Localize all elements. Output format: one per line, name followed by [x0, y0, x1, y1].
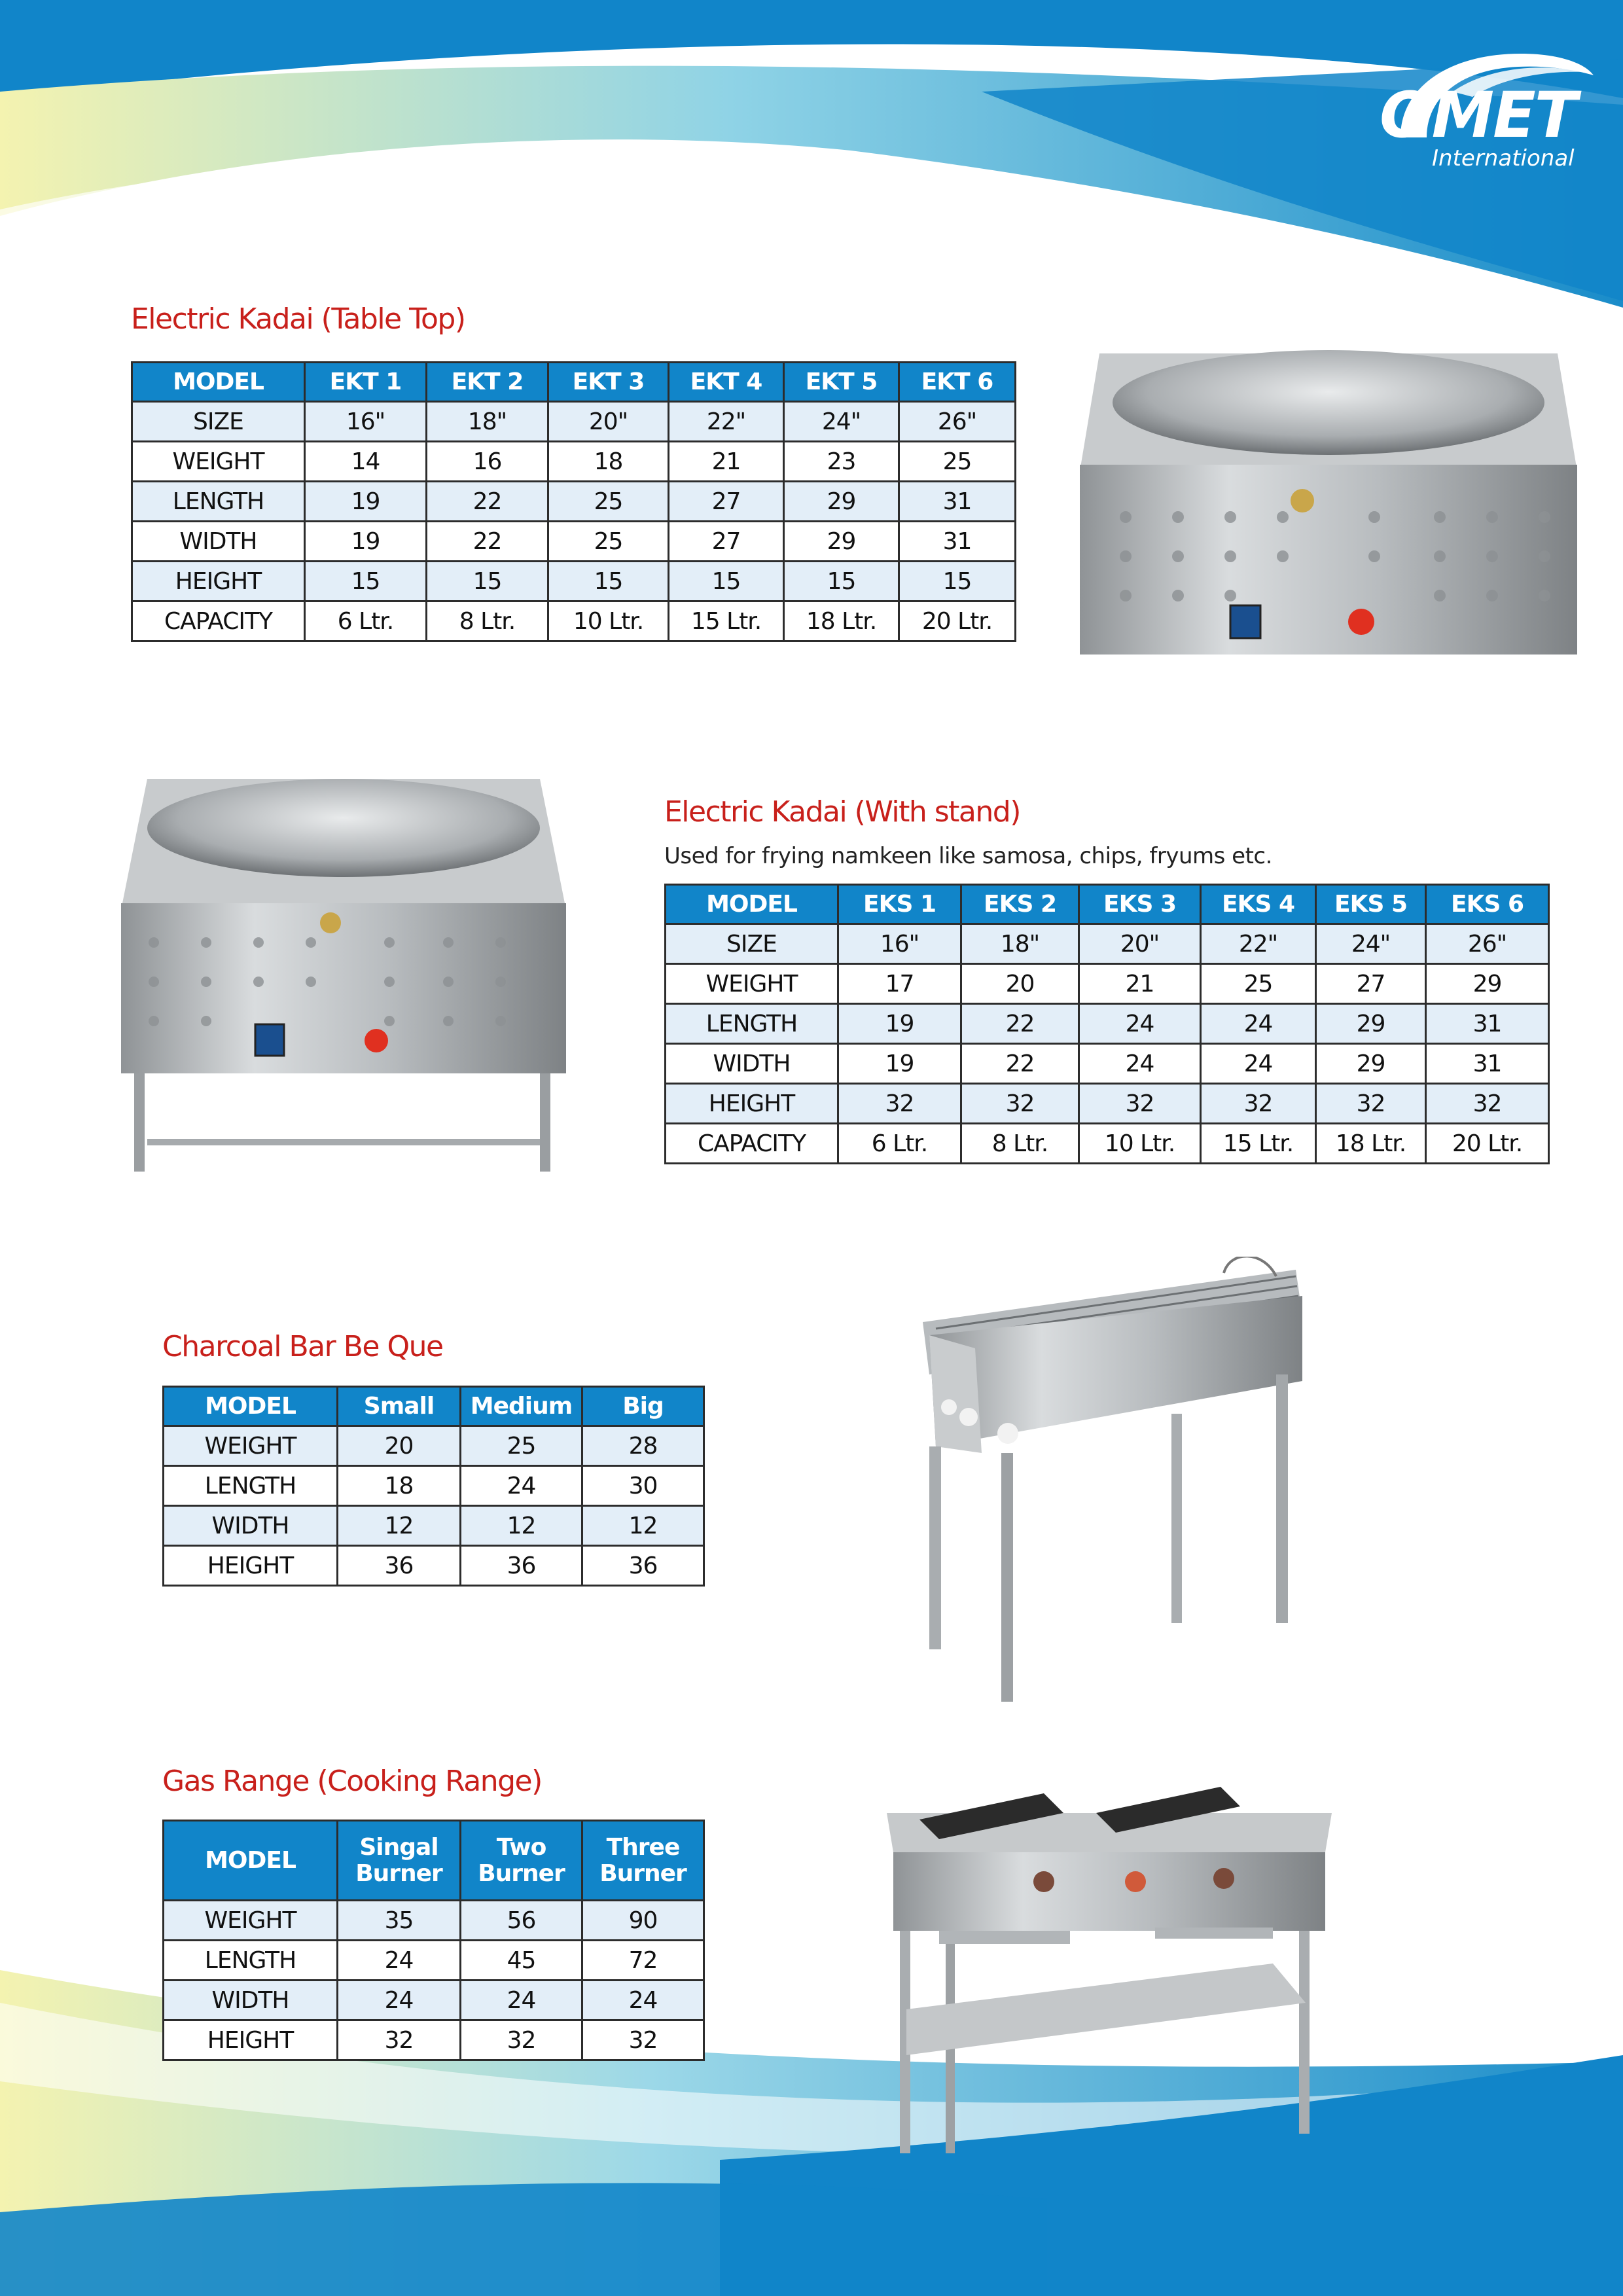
- table-cell: 29: [1316, 1044, 1426, 1084]
- table-cell: 29: [784, 522, 899, 562]
- col-header: EKS 4: [1201, 885, 1316, 924]
- table-cell: 32: [582, 2020, 704, 2060]
- section-title-kadai-table-top: Electric Kadai (Table Top): [131, 302, 465, 336]
- section-title-gas-range: Gas Range (Cooking Range): [162, 1765, 542, 1798]
- row-label: WEIGHT: [164, 1426, 338, 1466]
- table-cell: 24: [338, 1941, 461, 1981]
- table-cell: 20": [548, 402, 669, 442]
- table-cell: 90: [582, 1901, 704, 1941]
- table-cell: 19: [305, 522, 427, 562]
- col-header-line: Three: [606, 1833, 680, 1861]
- table-cell: 20: [961, 964, 1079, 1004]
- table-cell: 15: [899, 562, 1016, 601]
- table-row: [666, 1004, 1549, 1044]
- col-header: EKT 6: [899, 363, 1016, 402]
- table-cell: 24: [1079, 1004, 1201, 1044]
- table-cell: 32: [1426, 1084, 1549, 1124]
- row-label: CAPACITY: [132, 601, 305, 641]
- table-cell: 26": [899, 402, 1016, 442]
- table-cell: 32: [1201, 1084, 1316, 1124]
- row-label: WIDTH: [164, 1981, 338, 2020]
- col-header: MODEL: [164, 1387, 338, 1426]
- row-label: LENGTH: [164, 1941, 338, 1981]
- table-cell: 56: [461, 1901, 582, 1941]
- table-cell: 24: [1201, 1044, 1316, 1084]
- table-cell: 29: [784, 482, 899, 522]
- table-cell: 24": [784, 402, 899, 442]
- table-row: [666, 1124, 1549, 1164]
- table-row: [132, 562, 1016, 601]
- table-row: [132, 442, 1016, 482]
- table-cell: 22": [1201, 924, 1316, 964]
- table-cell: 29: [1316, 1004, 1426, 1044]
- table-cell: 24: [582, 1981, 704, 2020]
- table-cell: 12: [461, 1506, 582, 1546]
- col-header: MODEL: [666, 885, 838, 924]
- table-cell: 6 Ltr.: [305, 601, 427, 641]
- row-label: WIDTH: [132, 522, 305, 562]
- table-row: [132, 402, 1016, 442]
- col-header-line: Burner: [355, 1859, 442, 1887]
- table-cell: 27: [1316, 964, 1426, 1004]
- table-cell: 10 Ltr.: [548, 601, 669, 641]
- table-cell: 8 Ltr.: [961, 1124, 1079, 1164]
- table-cell: 19: [838, 1004, 961, 1044]
- table-row: [164, 1546, 704, 1586]
- table-cell: 32: [1316, 1084, 1426, 1124]
- col-header: EKT 2: [427, 363, 548, 402]
- col-header-line: Burner: [599, 1859, 687, 1887]
- table-cell: 20: [338, 1426, 461, 1466]
- col-header: MODEL: [132, 363, 305, 402]
- table-cell: 22: [961, 1044, 1079, 1084]
- col-header: EKS 3: [1079, 885, 1201, 924]
- table-cell: 10 Ltr.: [1079, 1124, 1201, 1164]
- table-row: [666, 924, 1549, 964]
- col-header: EKS 6: [1426, 885, 1549, 924]
- col-header-model: [164, 1821, 338, 1901]
- table-cell: 14: [305, 442, 427, 482]
- table-cell: 21: [669, 442, 784, 482]
- charcoal-bbq-photo: [910, 1257, 1315, 1715]
- table-cell: 12: [338, 1506, 461, 1546]
- table-cell: 27: [669, 482, 784, 522]
- table-cell: 21: [1079, 964, 1201, 1004]
- table-cell: 23: [784, 442, 899, 482]
- spec-table-bbq: [162, 1386, 705, 1587]
- spec-table-gas-range: [162, 1820, 705, 2061]
- table-cell: 22": [669, 402, 784, 442]
- table-cell: 31: [1426, 1004, 1549, 1044]
- table-cell: 25: [548, 522, 669, 562]
- row-label: WEIGHT: [666, 964, 838, 1004]
- section-title-bbq: Charcoal Bar Be Que: [162, 1330, 443, 1363]
- table-cell: 36: [461, 1546, 582, 1586]
- table-cell: 18: [338, 1466, 461, 1506]
- table-cell: 19: [305, 482, 427, 522]
- table-cell: 25: [461, 1426, 582, 1466]
- table-row: [164, 1901, 704, 1941]
- table-row: [132, 601, 1016, 641]
- table-cell: 32: [461, 2020, 582, 2060]
- col-header: Small: [338, 1387, 461, 1426]
- row-label: SIZE: [666, 924, 838, 964]
- table-cell: 18 Ltr.: [1316, 1124, 1426, 1164]
- row-label: WIDTH: [164, 1506, 338, 1546]
- table-cell: 6 Ltr.: [838, 1124, 961, 1164]
- table-cell: 32: [961, 1084, 1079, 1124]
- table-cell: 29: [1426, 964, 1549, 1004]
- table-cell: 24: [338, 1981, 461, 2020]
- table-cell: 22: [427, 522, 548, 562]
- table-cell: 22: [961, 1004, 1079, 1044]
- table-cell: 31: [1426, 1044, 1549, 1084]
- col-header: EKS 5: [1316, 885, 1426, 924]
- logo-word: OMET: [1380, 79, 1577, 152]
- table-cell: 24: [1079, 1044, 1201, 1084]
- table-cell: 12: [582, 1506, 704, 1546]
- table-cell: 28: [582, 1426, 704, 1466]
- spec-table-kadai-stand: [664, 884, 1550, 1164]
- table-cell: 15: [784, 562, 899, 601]
- table-cell: 20": [1079, 924, 1201, 964]
- col-header: EKT 5: [784, 363, 899, 402]
- table-row: [666, 1084, 1549, 1124]
- table-row: [132, 482, 1016, 522]
- col-header-singal-burner: [338, 1821, 461, 1901]
- table-cell: 24: [461, 1981, 582, 2020]
- table-cell: 18": [427, 402, 548, 442]
- col-header-line: Two: [496, 1833, 546, 1861]
- table-cell: 36: [582, 1546, 704, 1586]
- section-title-kadai-stand: Electric Kadai (With stand): [664, 795, 1020, 829]
- table-cell: 24: [461, 1466, 582, 1506]
- electric-kadai-table-top-photo: [1073, 340, 1584, 668]
- table-cell: 16": [305, 402, 427, 442]
- table-cell: 20 Ltr.: [1426, 1124, 1549, 1164]
- row-label: HEIGHT: [164, 2020, 338, 2060]
- electric-kadai-with-stand-photo: [108, 772, 579, 1178]
- table-cell: 32: [838, 1084, 961, 1124]
- table-cell: 26": [1426, 924, 1549, 964]
- col-header-line: Singal: [359, 1833, 438, 1861]
- table-cell: 15 Ltr.: [669, 601, 784, 641]
- table-row: [132, 522, 1016, 562]
- table-cell: 15 Ltr.: [1201, 1124, 1316, 1164]
- col-header-line: MODEL: [205, 1846, 296, 1874]
- table-cell: 15: [305, 562, 427, 601]
- table-cell: 17: [838, 964, 961, 1004]
- table-cell: 18 Ltr.: [784, 601, 899, 641]
- table-row: [164, 1981, 704, 2020]
- col-header: EKT 3: [548, 363, 669, 402]
- col-header: EKS 2: [961, 885, 1079, 924]
- table-cell: 45: [461, 1941, 582, 1981]
- section-description-kadai-stand: Used for frying namkeen like samosa, chips, fryums etc.: [664, 843, 1272, 869]
- row-label: WEIGHT: [164, 1901, 338, 1941]
- table-cell: 25: [899, 442, 1016, 482]
- logo-subtitle: International: [1432, 145, 1575, 171]
- col-header-three-burner: [582, 1821, 704, 1901]
- table-row: [666, 964, 1549, 1004]
- table-row: [164, 1941, 704, 1981]
- table-row: [164, 1466, 704, 1506]
- table-cell: 8 Ltr.: [427, 601, 548, 641]
- col-header: Big: [582, 1387, 704, 1426]
- spec-table-kadai-table-top: [131, 361, 1016, 642]
- table-cell: 31: [899, 522, 1016, 562]
- row-label: WEIGHT: [132, 442, 305, 482]
- table-row: [164, 1426, 704, 1466]
- row-label: LENGTH: [666, 1004, 838, 1044]
- table-cell: 25: [548, 482, 669, 522]
- row-label: HEIGHT: [164, 1546, 338, 1586]
- table-row: [164, 2020, 704, 2060]
- row-label: SIZE: [132, 402, 305, 442]
- table-cell: 36: [338, 1546, 461, 1586]
- table-cell: 24": [1316, 924, 1426, 964]
- table-cell: 16: [427, 442, 548, 482]
- row-label: HEIGHT: [666, 1084, 838, 1124]
- col-header: EKS 1: [838, 885, 961, 924]
- table-cell: 31: [899, 482, 1016, 522]
- table-cell: 32: [1079, 1084, 1201, 1124]
- table-cell: 27: [669, 522, 784, 562]
- table-cell: 24: [1201, 1004, 1316, 1044]
- table-cell: 15: [427, 562, 548, 601]
- table-cell: 30: [582, 1466, 704, 1506]
- table-cell: 18": [961, 924, 1079, 964]
- table-cell: 22: [427, 482, 548, 522]
- table-cell: 15: [669, 562, 784, 601]
- table-cell: 20 Ltr.: [899, 601, 1016, 641]
- table-cell: 15: [548, 562, 669, 601]
- col-header-two-burner: [461, 1821, 582, 1901]
- col-header: EKT 1: [305, 363, 427, 402]
- table-cell: 32: [338, 2020, 461, 2060]
- table-cell: 19: [838, 1044, 961, 1084]
- row-label: LENGTH: [164, 1466, 338, 1506]
- row-label: LENGTH: [132, 482, 305, 522]
- table-row: [666, 1044, 1549, 1084]
- table-cell: 18: [548, 442, 669, 482]
- table-row: [164, 1506, 704, 1546]
- table-cell: 16": [838, 924, 961, 964]
- row-label: CAPACITY: [666, 1124, 838, 1164]
- col-header: Medium: [461, 1387, 582, 1426]
- row-label: HEIGHT: [132, 562, 305, 601]
- table-cell: 72: [582, 1941, 704, 1981]
- col-header-line: Burner: [478, 1859, 565, 1887]
- table-cell: 35: [338, 1901, 461, 1941]
- table-cell: 25: [1201, 964, 1316, 1004]
- gas-cooking-range-photo: [880, 1767, 1338, 2173]
- col-header: EKT 4: [669, 363, 784, 402]
- row-label: WIDTH: [666, 1044, 838, 1084]
